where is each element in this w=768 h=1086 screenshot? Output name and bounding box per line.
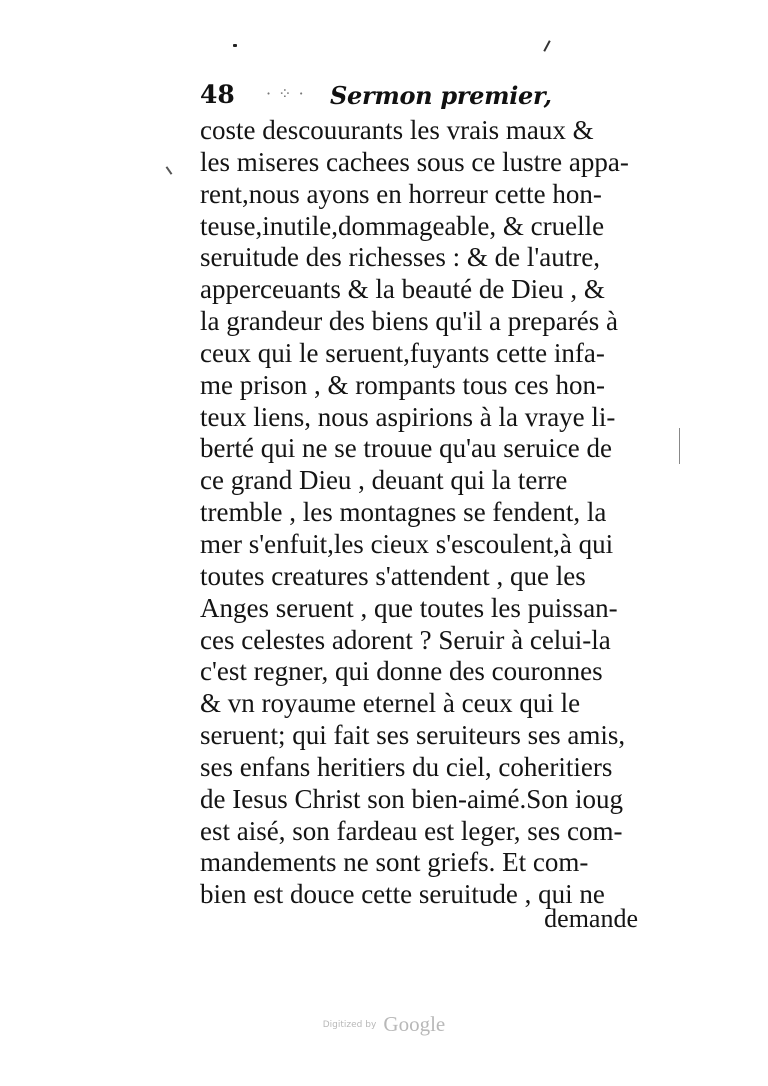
page-number: 48: [200, 80, 235, 109]
text-line: Anges seruent , que toutes les puissan-: [200, 592, 618, 623]
text-line: & vn royaume eternel à ceux qui le: [200, 688, 581, 719]
text-line: les miseres cachees sous ce lustre appa-: [200, 146, 629, 177]
text-line: ces celestes adorent ? Seruir à celui-la: [200, 624, 611, 655]
scan-watermark-prefix: Digitized by: [322, 1019, 377, 1030]
text-line: teuse,inutile,dommageable, & cruelle: [200, 210, 605, 241]
catchword: demande: [544, 904, 638, 933]
text-line: de Iesus Christ son bien-aimé.Son ioug: [200, 783, 623, 814]
ink-mark: [166, 166, 173, 175]
text-line: rent,nous ayons en horreur cette hon-: [200, 178, 602, 209]
text-line: coste descouurants les vrais maux &: [200, 115, 594, 145]
text-line: bien est douce cette seruitude , qui ne: [200, 879, 605, 910]
scan-watermark-brand: Google: [383, 1012, 446, 1036]
ink-mark: [543, 40, 550, 52]
running-head: Sermon premier,: [330, 81, 552, 110]
ink-speck: [233, 44, 237, 47]
text-line: ceux qui le seruent,fuyants cette infa-: [200, 337, 605, 368]
text-line: ce grand Dieu , deuant qui la terre: [200, 465, 568, 496]
scan-watermark: [0, 1012, 768, 1037]
text-line: mer s'enfuit,les cieux s'escoulent,à qui: [200, 528, 614, 559]
margin-line: [679, 428, 680, 464]
text-line: tremble , les montagnes se fendent, la: [200, 497, 607, 528]
text-line: teux liens, nous aspirions à la vraye li-: [200, 401, 616, 432]
header-ornament: · ⁘ ·: [266, 84, 305, 103]
text-line: la grandeur des biens qu'il a preparés à: [200, 306, 618, 337]
text-line: seruitude des richesses : & de l'autre,: [200, 242, 600, 273]
text-line: c'est regner, qui donne des couronnes: [200, 656, 603, 687]
text-line: est aisé, son fardeau est leger, ses com-: [200, 815, 623, 846]
page-header: [200, 80, 600, 118]
text-line: ses enfans heritiers du ciel, coheritiers: [200, 751, 613, 782]
text-line: apperceuants & la beauté de Dieu , &: [200, 274, 605, 305]
text-line: me prison , & rompants tous ces hon-: [200, 369, 605, 400]
text-line: seruent; qui fait ses seruiteurs ses amis,: [200, 720, 626, 751]
text-line: mandements ne sont griefs. Et com-: [200, 847, 589, 878]
body-text: [200, 115, 660, 911]
text-line: toutes creatures s'attendent , que les: [200, 560, 586, 591]
text-line: berté qui ne se trouue qu'au seruice de: [200, 433, 612, 464]
